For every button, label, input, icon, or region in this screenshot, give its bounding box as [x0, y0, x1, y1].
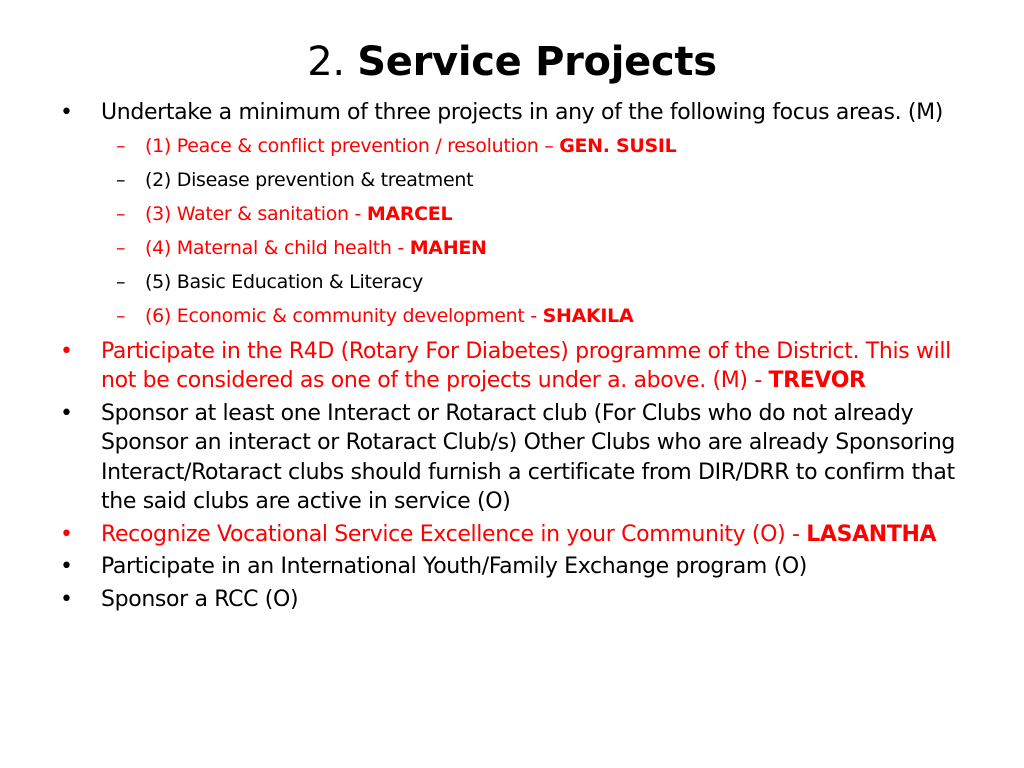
- bullet-text: Participate in the R4D (Rotary For Diabetes) programme of the District. This will not be considered as one of the projects under a. above. (M) -: [101, 338, 951, 393]
- bullet-list: [0, 98, 1024, 617]
- bullet-icon: •: [60, 521, 73, 547]
- dash-icon: –: [116, 304, 126, 327]
- bullet-text: Sponsor at least one Interact or Rotaract club (For Clubs who do not already Sponsor an interact or Rotaract Club/s) Other Clubs who are already Sponsoring Interact/Rotaract clubs should furnish a certificate from DIR/DRR to confirm that the said clubs are active in service (O): [101, 400, 956, 514]
- dash-icon: –: [116, 168, 126, 191]
- dash-icon: –: [116, 236, 126, 259]
- sub-item-text: (4) Maternal & child health -: [145, 236, 410, 259]
- dash-icon: –: [116, 134, 126, 157]
- slide-title: [0, 36, 1024, 88]
- sub-item-owner: MAHEN: [409, 236, 487, 259]
- bullet-text: Sponsor a RCC (O): [101, 586, 299, 612]
- bullet-item-vocational: [0, 520, 1024, 550]
- sub-item-owner: GEN. SUSIL: [559, 134, 677, 157]
- sub-item-owner: SHAKILA: [542, 304, 634, 327]
- sub-item-text: (6) Economic & community development -: [145, 304, 543, 327]
- bullet-icon: •: [60, 554, 73, 579]
- title-text: Service Projects: [357, 39, 717, 85]
- bullet-icon: •: [60, 338, 73, 364]
- sub-item-disease: [0, 167, 1024, 193]
- bullet-item-rcc: [0, 585, 1024, 615]
- bullet-icon: •: [60, 586, 73, 612]
- sub-item-education: [0, 269, 1024, 295]
- sub-item-owner: MARCEL: [366, 202, 453, 225]
- bullet-icon: •: [60, 100, 73, 125]
- bullet-owner: TREVOR: [768, 368, 866, 393]
- sub-item-text: (3) Water & sanitation -: [145, 202, 367, 225]
- bullet-item-focus-areas: [0, 98, 1024, 128]
- sub-item-text: (5) Basic Education & Literacy: [145, 270, 423, 293]
- sub-item-water: [0, 201, 1024, 227]
- bullet-text: Undertake a minimum of three projects in any of the following focus areas. (M): [101, 100, 943, 125]
- bullet-text: Recognize Vocational Service Excellence in your Community (O) -: [101, 521, 807, 547]
- title-number: 2.: [307, 39, 345, 85]
- bullet-item-r4d: [0, 337, 1024, 396]
- sub-item-text: (1) Peace & conflict prevention / resolution –: [145, 134, 560, 157]
- bullet-item-interact-rotaract: [0, 399, 1024, 517]
- sub-item-peace: [0, 133, 1024, 159]
- dash-icon: –: [116, 270, 126, 293]
- bullet-owner: LASANTHA: [806, 521, 937, 547]
- focus-areas-sublist: [0, 133, 1024, 329]
- bullet-item-youth-exchange: [0, 552, 1024, 582]
- sub-item-economic: [0, 303, 1024, 329]
- sub-item-maternal: [0, 235, 1024, 261]
- dash-icon: –: [116, 202, 126, 225]
- bullet-text: Participate in an International Youth/Family Exchange program (O): [101, 554, 808, 579]
- sub-item-text: (2) Disease prevention & treatment: [145, 168, 474, 191]
- bullet-icon: •: [60, 400, 73, 426]
